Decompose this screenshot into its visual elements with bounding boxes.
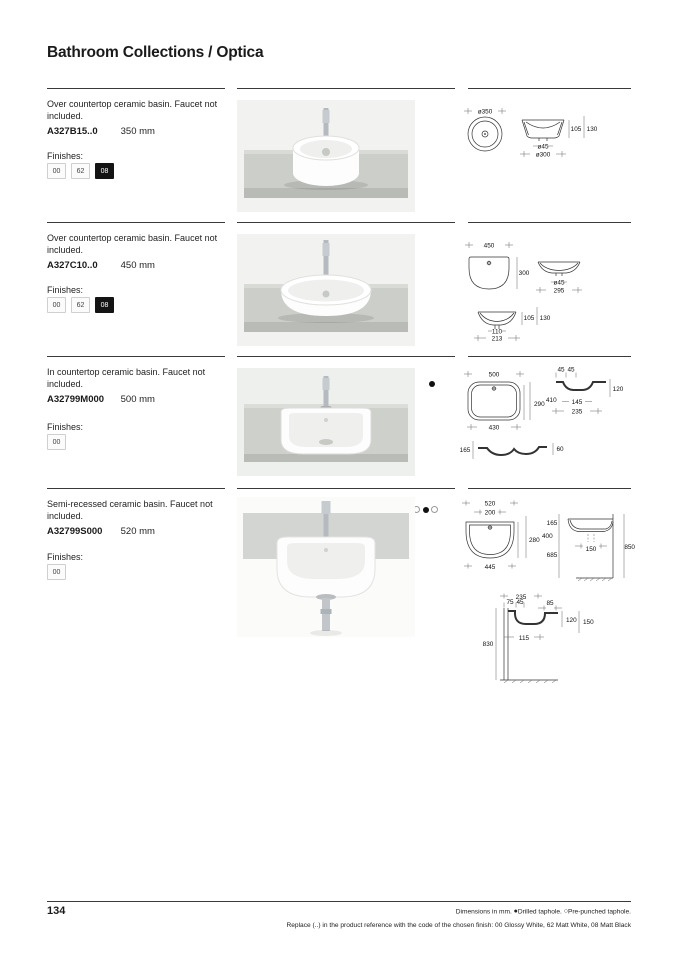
- dim-label: 295: [553, 287, 565, 295]
- dim-label: 280: [529, 537, 540, 544]
- finish-chip-62[interactable]: 62: [71, 297, 90, 313]
- product-description: Semi-recessed ceramic basin. Faucet not included.: [47, 499, 213, 521]
- dim-label: 830: [482, 641, 494, 648]
- finish-chip-08[interactable]: 08: [95, 297, 114, 313]
- dimensions-note: Dimensions in mm.: [455, 908, 512, 916]
- tech-drawing-row4: [458, 494, 636, 692]
- product-description: In countertop ceramic basin. Faucet not included.: [47, 367, 206, 389]
- divider: [47, 356, 225, 357]
- dim-label: 165: [546, 520, 558, 527]
- dim-label: 213: [491, 335, 503, 343]
- product-reference: A327C10..0: [47, 260, 98, 271]
- finishes-label: Finishes:: [47, 422, 84, 432]
- tech-drawing-row2: [460, 232, 632, 346]
- footer-legend: [211, 905, 631, 919]
- photo-illustration: [237, 368, 415, 476]
- finish-chips: [47, 564, 66, 580]
- divider: [468, 488, 631, 489]
- divider: [468, 356, 631, 357]
- dim-label: 105: [570, 126, 582, 133]
- tech-drawing-row3: [458, 366, 636, 466]
- dim-label: 445: [484, 563, 496, 571]
- dim-label: 105: [523, 315, 535, 322]
- product-photo-semirecessed-basin: [237, 497, 415, 637]
- dim-label: 45: [557, 366, 565, 374]
- dim-label: 145: [571, 399, 583, 406]
- dim-label: 200: [484, 509, 496, 517]
- divider: [468, 222, 631, 223]
- drilled-note: Drilled taphole.: [517, 908, 562, 916]
- finish-chip-00[interactable]: 00: [47, 163, 66, 179]
- drilled-taphole-icon: [429, 381, 435, 387]
- product-reference-line: [47, 394, 155, 405]
- dim-label: ø350: [477, 108, 493, 116]
- finish-chips: [47, 163, 114, 179]
- dim-label: 120: [612, 386, 624, 393]
- product-photo-oval-basin: [237, 234, 415, 346]
- dim-label: 115: [518, 634, 530, 642]
- product-reference: A32799M000: [47, 394, 105, 405]
- divider: [237, 88, 455, 89]
- product-reference: A32799S000: [47, 526, 103, 537]
- dim-label: 130: [586, 126, 598, 133]
- divider: [237, 222, 455, 223]
- taphole-indicators: [429, 381, 435, 387]
- dim-label: ø300: [535, 151, 551, 159]
- photo-illustration: [237, 234, 415, 346]
- divider: [237, 356, 455, 357]
- dim-label: 685: [546, 552, 558, 559]
- dim-label: 150: [583, 619, 594, 626]
- prepunched-taphole-icon: ○: [563, 908, 568, 915]
- finish-replacement-note: Replace (..) in the product reference with the code of the chosen finish: 00 Glossy White, 62 Matt White, 08 Matt Black: [286, 921, 631, 929]
- finish-chips: [47, 297, 114, 313]
- dim-label: 300: [518, 270, 530, 277]
- page-title: Bathroom Collections / Optica: [47, 44, 264, 61]
- finish-chip-08[interactable]: 08: [95, 163, 114, 179]
- dim-label: 235: [515, 593, 527, 601]
- product-photo-incountertop-basin: [237, 368, 415, 476]
- prepunched-taphole-icon: [431, 506, 438, 513]
- divider: [237, 488, 455, 489]
- dim-label: 450: [483, 242, 495, 250]
- product-size: 350 mm: [120, 126, 155, 137]
- dim-label: 290: [534, 401, 545, 408]
- photo-illustration: [237, 100, 415, 212]
- product-reference: A327B15..0: [47, 126, 98, 137]
- dim-label: 150: [585, 546, 597, 553]
- product-photo-round-basin: [237, 100, 415, 212]
- dim-label: 120: [566, 617, 577, 624]
- finishes-label: Finishes:: [47, 151, 84, 161]
- drilled-taphole-icon: ●: [513, 908, 518, 915]
- product-description: Over countertop ceramic basin. Faucet not included.: [47, 233, 218, 255]
- dim-label: 60: [556, 446, 564, 453]
- dim-label: 45: [567, 366, 575, 374]
- dim-label: 400: [542, 533, 553, 540]
- dim-label: 500: [488, 371, 500, 379]
- finishes-label: Finishes:: [47, 285, 84, 295]
- dim-label: 130: [539, 315, 551, 322]
- divider: [47, 222, 225, 223]
- product-reference-line: [47, 126, 155, 137]
- finish-chip-00[interactable]: 00: [47, 297, 66, 313]
- dim-label: ø45: [553, 279, 565, 287]
- product-reference-line: [47, 260, 155, 271]
- product-description: Over countertop ceramic basin. Faucet not included.: [47, 99, 218, 121]
- finish-chip-00[interactable]: 00: [47, 564, 66, 580]
- taphole-indicators: [413, 506, 438, 513]
- drilled-taphole-icon: [423, 507, 429, 513]
- product-size: 500 mm: [120, 394, 155, 405]
- product-size: 520 mm: [120, 526, 155, 537]
- dim-label: 850: [624, 544, 635, 551]
- footer-divider: [47, 901, 631, 902]
- dim-label: ø45: [537, 143, 549, 151]
- finishes-label: Finishes:: [47, 552, 84, 562]
- dim-label: 235: [571, 408, 583, 416]
- product-reference-line: [47, 526, 155, 537]
- dim-label: 110: [491, 328, 503, 336]
- dim-label: 85: [546, 600, 554, 607]
- dim-label: 410: [546, 397, 557, 404]
- finish-chips: [47, 434, 66, 450]
- divider: [468, 88, 631, 89]
- dim-label: 520: [484, 500, 496, 508]
- footer-notes: [211, 905, 631, 932]
- finish-chip-00[interactable]: 00: [47, 434, 66, 450]
- tech-drawing-row1: [460, 98, 632, 160]
- prepunched-note: Pre-punched taphole.: [567, 908, 631, 916]
- divider: [47, 88, 225, 89]
- divider: [47, 488, 225, 489]
- dim-label: 430: [488, 424, 500, 432]
- photo-illustration: [237, 497, 415, 637]
- finish-chip-62[interactable]: 62: [71, 163, 90, 179]
- dim-label: 165: [459, 447, 471, 454]
- dim-label: 75: [506, 599, 514, 606]
- dim-label: 45: [516, 599, 524, 606]
- product-size: 450 mm: [120, 260, 155, 271]
- page-number: 134: [47, 905, 66, 917]
